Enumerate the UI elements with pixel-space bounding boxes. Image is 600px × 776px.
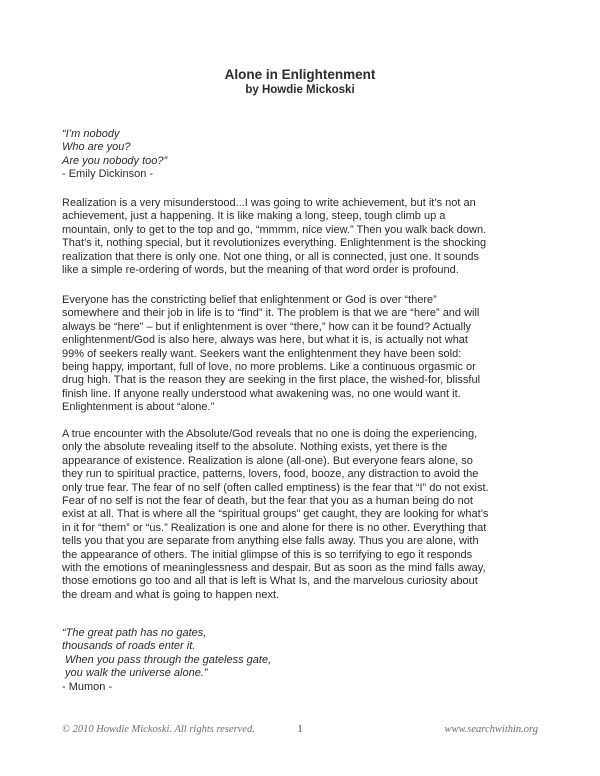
text-line: somewhere and their job in life is to “find” it. The problem is that we are “here” and will [62, 307, 480, 320]
closing-quote-line: thousands of roads enter it. [62, 640, 196, 653]
text-line: like a simple re-ordering of words, but the meaning of that word order is profound. [62, 264, 459, 277]
text-line: being happy, important, full of love, no more problems. Like a continuous orgasmic or [62, 361, 476, 374]
text-line: Everyone has the constricting belief that enlightenment or God is over “there” [62, 294, 437, 306]
text-line: in it for “them” or “us.” Realization is one and alone for there is no other. Everything that [62, 521, 487, 534]
text-line: always be “here” – but if enlightenment is over “there,” how can it be found? Actually [62, 320, 472, 333]
epigraph-line: “I’m nobody [62, 128, 120, 140]
text-line: appearance of existence. Realization is alone (all-one). But everyone fears alone, so [62, 454, 473, 467]
footer-copyright: © 2010 Howdie Mickoski. All rights reserved. [62, 724, 255, 735]
footer [62, 724, 538, 740]
text-line: only true fear. The fear of no self (often called emptiness) is the fear that “I” do not exist. [62, 481, 489, 494]
closing-quote [62, 627, 540, 694]
text-line: mountain, only to get to the top and go, “mmmm, nice view.” Then you walk back down. [62, 223, 487, 236]
text-line: drug high. That is the reason they are seeking in the first place, the wished-for, blissful [62, 374, 481, 387]
closing-quote-line: When you pass through the gateless gate, [62, 653, 272, 666]
page-title: Alone in Enlightenment [224, 67, 376, 82]
footer-website: www.searchwithin.org [444, 724, 538, 735]
paragraph-3 [62, 428, 540, 602]
byline: by Howdie Mickoski [245, 84, 355, 96]
text-line: with the emotions of meaninglessness and despair. But as soon as the mind falls away, [62, 562, 486, 575]
text-line: achievement, just a happening. It is like making a long, steep, tough climb up a [62, 210, 446, 223]
paragraph-1 [62, 197, 540, 277]
text-line: exist at all. That is where all the “spiritual groups” get caught, they are looking for what’s [62, 508, 489, 521]
footer-page-number: 1 [297, 724, 303, 735]
epigraph-attribution: - Emily Dickinson - [62, 168, 154, 181]
text-line: the appearance of others. The initial glimpse of this is so terrifying to ego it responds [62, 548, 473, 561]
closing-quote-line: you walk the universe alone.” [62, 667, 208, 680]
text-line: those emotions go too and all that is left is What Is, and the marvelous curiosity about [62, 575, 478, 588]
text-line: Enlightenment is about “alone.” [62, 401, 215, 414]
epigraph-line: Who are you? [62, 141, 131, 154]
epigraph-line: Are you nobody too?” [62, 154, 168, 167]
title-block [0, 67, 600, 97]
text-line: That’s it, nothing special, but it revolutionizes everything. Enlightenment is the shocking [62, 237, 487, 250]
text-line: A true encounter with the Absolute/God reveals that no one is doing the experiencing, [62, 428, 478, 440]
text-line: Realization is a very misunderstood...I was going to write achievement, but it’s not an [62, 197, 476, 209]
text-line: they run to spiritual practice, patterns, lovers, food, booze, any distraction to avoid the [62, 468, 479, 481]
text-line: Fear of no self is not the fear of death, but the fear that you as a human being do not [62, 495, 473, 508]
text-line: tells you that you are separate from anything else falls away. Thus you are alone, with [62, 535, 479, 548]
text-line: 99% of seekers really want. Seekers want the enlightenment they have been sold: [62, 347, 462, 360]
closing-quote-attribution: - Mumon - [62, 680, 113, 693]
text-line: finish line. If anyone really understood what awakening was, no one would want it. [62, 387, 461, 400]
text-line: the dream and what is going to happen next. [62, 588, 280, 601]
text-line: enlightenment/God is also here, always was here, but what it is, is actually not what [62, 334, 468, 347]
closing-quote-line: “The great path has no gates, [62, 627, 207, 639]
paragraph-2 [62, 294, 540, 415]
text-line: only the absolute revealing itself to the absolute. Nothing exists, yet there is the [62, 441, 448, 454]
epigraph [62, 128, 540, 182]
text-line: realization that there is only one. Not one thing, or all is connected, just one. It sounds [62, 250, 480, 263]
